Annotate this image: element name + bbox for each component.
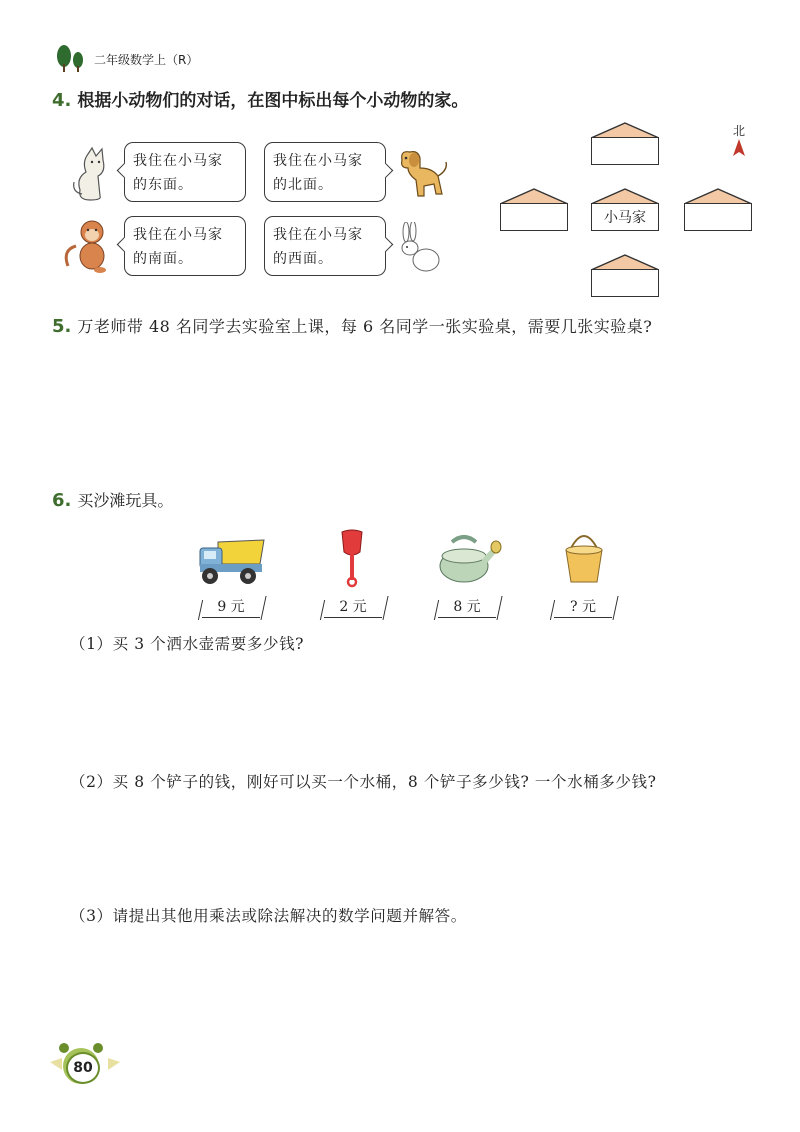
question-6 [52, 488, 173, 511]
bubble-line-1: 我住在小马家 [273, 227, 363, 243]
roof-icon [591, 188, 659, 204]
house-center [591, 188, 659, 232]
speech-bubble-dog [264, 142, 386, 202]
book-title: 二年级数学上（R） [94, 52, 199, 67]
sub-question-3: （3）请提出其他用乘法或除法解决的数学问题并解答。 [70, 907, 467, 925]
roof-icon [591, 254, 659, 270]
price-value: 2 元 [339, 599, 367, 615]
house-south[interactable] [591, 254, 659, 298]
watering-can-icon [436, 532, 502, 586]
price-tag-watering-can [438, 596, 496, 618]
house-north[interactable] [591, 122, 659, 166]
question-number: 6. [52, 490, 72, 511]
question-4 [52, 86, 468, 111]
bubble-line-1: 我住在小马家 [133, 153, 223, 169]
house-east[interactable] [684, 188, 752, 232]
price-value: 8 元 [453, 599, 481, 615]
bubble-line-1: 我住在小马家 [133, 227, 223, 243]
bubble-line-2: 的南面。 [133, 251, 193, 267]
question-number: 5. [52, 316, 72, 337]
compass [728, 122, 750, 161]
center-house-label: 小马家 [591, 203, 659, 231]
roof-icon [684, 188, 752, 204]
bucket-icon [562, 526, 606, 586]
question-text: 根据小动物们的对话，在图中标出每个小动物的家。 [77, 91, 469, 111]
page-number: 80 [66, 1052, 100, 1084]
roof-icon [591, 122, 659, 138]
price-tag-shovel [324, 596, 382, 618]
question-text: 买沙滩玩具。 [77, 491, 174, 510]
question-5 [52, 314, 652, 337]
price-tag-bucket [554, 596, 612, 618]
speech-bubble-cat [124, 142, 246, 202]
house-west[interactable] [500, 188, 568, 232]
dump-truck-icon [196, 536, 266, 586]
page-header [52, 44, 198, 74]
compass-north-label: 北 [732, 124, 745, 138]
price-value: ? 元 [570, 599, 596, 615]
bubble-line-2: 的西面。 [273, 251, 333, 267]
rabbit-icon [396, 222, 442, 274]
trees-icon [52, 44, 90, 74]
shovel-icon [338, 528, 366, 588]
sub-question-1: （1）买 3 个洒水壶需要多少钱? [70, 635, 305, 653]
dog-icon [394, 146, 450, 202]
price-value: 9 元 [217, 599, 245, 615]
roof-icon [500, 188, 568, 204]
page-number-badge [48, 1040, 122, 1090]
speech-bubble-monkey [124, 216, 246, 276]
price-tag-truck [202, 596, 260, 618]
bubble-line-1: 我住在小马家 [273, 153, 363, 169]
question-number: 4. [52, 90, 72, 111]
cat-icon [70, 146, 120, 202]
speech-bubble-rabbit [264, 216, 386, 276]
monkey-icon [62, 216, 120, 274]
question-text: 万老师带 48 名同学去实验室上课，每 6 名同学一张实验桌，需要几张实验桌? [77, 317, 653, 336]
bubble-line-2: 的东面。 [133, 177, 193, 193]
bubble-line-2: 的北面。 [273, 177, 333, 193]
north-arrow-icon [732, 139, 746, 157]
sub-question-2: （2）买 8 个铲子的钱，刚好可以买一个水桶，8 个铲子多少钱? 一个水桶多少钱? [70, 773, 657, 791]
